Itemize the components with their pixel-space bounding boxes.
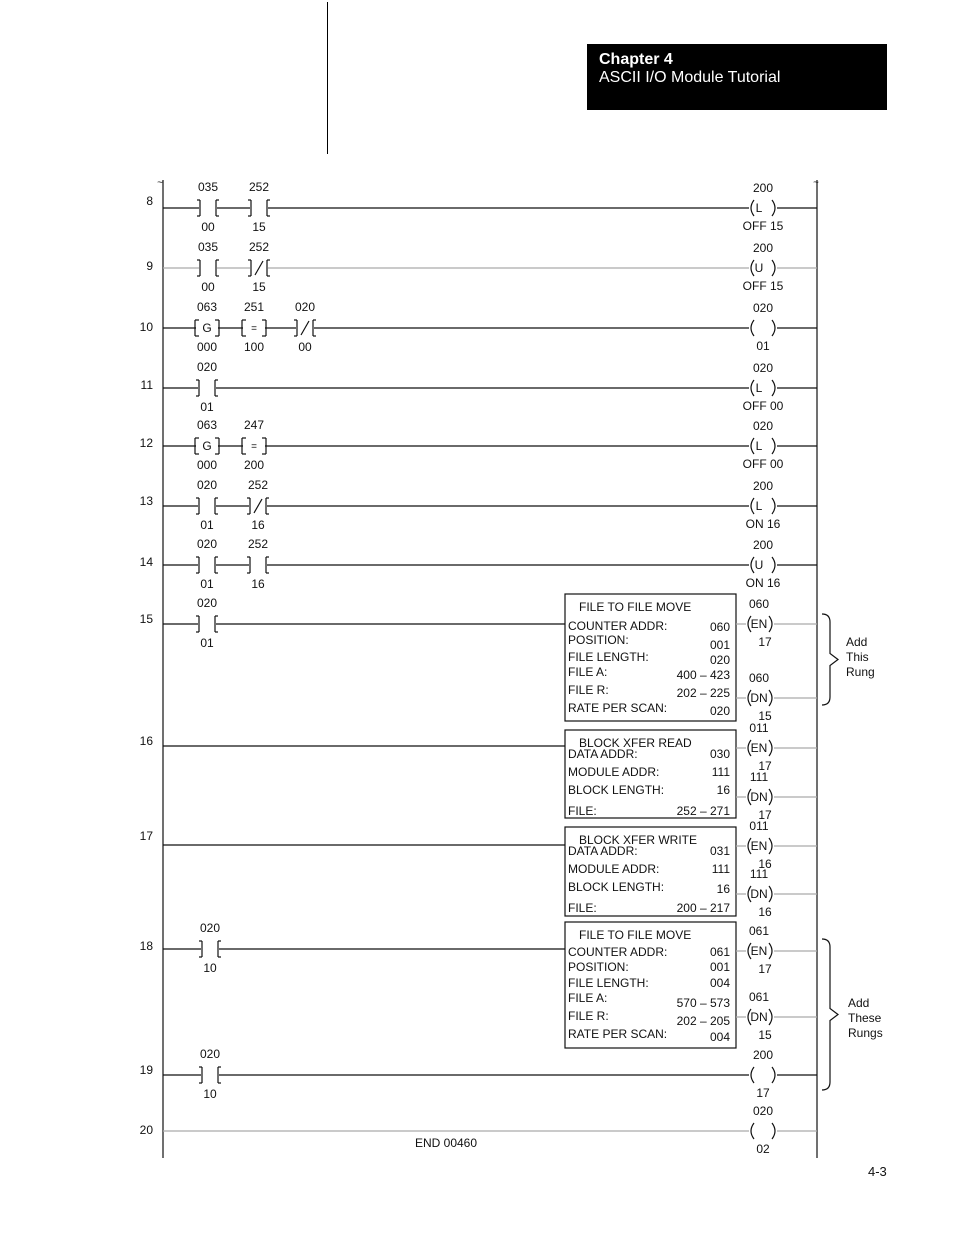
input-xic — [196, 478, 218, 532]
contact-gap — [198, 562, 216, 568]
coil-symbol: EN — [750, 839, 768, 854]
contact-gap — [201, 1072, 219, 1078]
block-field-label: DATA ADDR: — [568, 844, 638, 859]
block-field-value: 031 — [709, 844, 730, 859]
coil-symbol: DN — [750, 790, 768, 805]
coil-symbol: L — [755, 381, 763, 396]
block-field-label: POSITION: — [568, 633, 629, 648]
annotation-text: Rungs — [848, 1026, 883, 1041]
contact-gap — [198, 503, 216, 509]
instruction-block — [565, 721, 817, 822]
rung-number: 16 — [139, 734, 153, 749]
output-coil — [746, 538, 781, 590]
instruction-symbol: = — [251, 323, 257, 335]
output-coil — [749, 1104, 777, 1156]
input-address: 251 — [243, 300, 265, 315]
contact-gap — [201, 946, 219, 952]
input-xic — [197, 180, 219, 234]
input-equ — [242, 418, 266, 472]
chapter-title: ASCII I/O Module Tutorial — [599, 69, 781, 86]
annotation-brace — [822, 939, 883, 1090]
input-address: 063 — [196, 418, 218, 433]
block-field-value: 030 — [709, 747, 730, 762]
input-address: 063 — [196, 300, 218, 315]
contact-gap — [198, 385, 216, 391]
output-bit: 16 — [758, 857, 772, 872]
instruction-symbol: = — [251, 441, 257, 453]
output-bit: ON 16 — [745, 576, 781, 591]
output-coil — [743, 241, 784, 293]
output-coil — [749, 1048, 777, 1100]
instruction-block — [565, 819, 817, 919]
rung-number: 20 — [139, 1123, 153, 1138]
rung-12 — [140, 418, 817, 472]
output-bit: OFF 15 — [742, 279, 784, 294]
output-address: 011 — [749, 819, 769, 834]
coil-gap — [749, 438, 777, 454]
output-bit: 17 — [756, 1086, 770, 1101]
output-coil — [743, 361, 784, 413]
page-number: 4-3 — [868, 1164, 887, 1179]
output-coil — [746, 597, 774, 649]
rung-number: 19 — [139, 1063, 153, 1078]
rung-number: 11 — [140, 378, 153, 393]
coil-symbol: L — [755, 499, 763, 514]
output-bit: OFF 15 — [742, 219, 784, 234]
block-field-label: FILE A: — [568, 991, 608, 1006]
output-address: 111 — [749, 867, 769, 882]
block-field-value: 004 — [709, 1030, 730, 1045]
coil-symbol: U — [754, 261, 764, 276]
block-field-value: 001 — [709, 960, 730, 975]
output-coil — [746, 867, 774, 919]
output-coil — [746, 924, 774, 976]
output-coil — [746, 770, 774, 822]
input-bit: 00 — [201, 220, 215, 235]
block-field-label: BLOCK LENGTH: — [568, 880, 665, 895]
block-field-label: FILE: — [568, 901, 597, 916]
annotation-text: Add — [848, 996, 870, 1011]
rung-number: 15 — [139, 612, 153, 627]
output-address: 020 — [752, 1104, 774, 1119]
block-field-value: 16 — [716, 882, 730, 897]
output-address: 060 — [748, 597, 770, 612]
output-address: 060 — [748, 671, 770, 686]
output-bit: 15 — [758, 709, 772, 724]
output-coil — [746, 721, 774, 773]
rung-17 — [140, 829, 565, 845]
rung-11 — [141, 360, 817, 414]
rung-16 — [140, 734, 565, 748]
output-address: 061 — [748, 924, 770, 939]
instruction-block — [565, 922, 817, 1048]
output-bit: OFF 00 — [742, 399, 784, 414]
rung-number: 17 — [139, 829, 153, 844]
output-address: 020 — [752, 361, 774, 376]
block-field-label: BLOCK LENGTH: — [568, 783, 665, 798]
input-bit: 200 — [243, 458, 265, 473]
output-bit: 15 — [758, 1028, 772, 1043]
block-field-value: 202 – 225 — [676, 686, 730, 701]
output-address: 111 — [749, 770, 769, 785]
rail-tick-left: ~ — [157, 177, 163, 189]
annotation-brace — [822, 614, 875, 705]
rung-20 — [140, 1123, 817, 1150]
instruction-block — [565, 594, 817, 723]
contact-gap — [199, 265, 217, 271]
input-bit: 000 — [196, 458, 218, 473]
rung-number: 12 — [139, 436, 153, 451]
block-field-label: FILE R: — [568, 1009, 609, 1024]
input-bit: 16 — [251, 518, 265, 533]
block-field-label: FILE R: — [568, 683, 609, 698]
block-field-label: COUNTER ADDR: — [568, 619, 668, 634]
input-xic — [196, 537, 218, 591]
input-xic — [247, 537, 269, 591]
input-bit: 00 — [201, 280, 215, 295]
input-address: 020 — [196, 596, 218, 611]
rung-8 — [146, 177, 819, 235]
input-bit: 15 — [252, 280, 266, 295]
output-coil — [746, 671, 774, 723]
output-coil — [746, 479, 781, 531]
coil-gap — [749, 380, 777, 396]
rung-10 — [140, 300, 817, 354]
block-field-value: 061 — [709, 945, 730, 960]
output-bit: 17 — [758, 635, 772, 650]
output-bit: 01 — [756, 339, 770, 354]
block-field-label: FILE: — [568, 804, 597, 819]
block-field-label: MODULE ADDR: — [568, 862, 660, 877]
output-address: 200 — [752, 538, 774, 553]
annotation-text: These — [848, 1011, 882, 1026]
rung-number: 9 — [146, 259, 153, 274]
input-bit: 16 — [251, 577, 265, 592]
block-field-label: MODULE ADDR: — [568, 765, 660, 780]
coil-symbol: L — [755, 201, 763, 216]
rung-15 — [140, 596, 565, 650]
block-field-label: FILE A: — [568, 665, 608, 680]
block-field-label: FILE LENGTH: — [568, 976, 649, 991]
coil-symbol: U — [754, 558, 764, 573]
input-bit: 100 — [243, 340, 265, 355]
output-bit: 17 — [758, 759, 772, 774]
block-field-label: DATA ADDR: — [568, 747, 638, 762]
block-field-value: 111 — [711, 765, 730, 780]
coil-gap — [749, 498, 777, 514]
block-field-value: 111 — [711, 862, 730, 877]
rung-number: 14 — [139, 555, 153, 570]
input-xio — [247, 478, 269, 532]
rung-number: 8 — [146, 194, 153, 209]
input-xic — [196, 360, 218, 414]
output-bit: ON 16 — [745, 517, 781, 532]
input-bit: 10 — [203, 961, 217, 976]
block-title: BLOCK XFER READ — [579, 736, 692, 751]
block-field-value: 001 — [709, 638, 730, 653]
input-bit: 01 — [200, 577, 214, 592]
output-coil — [746, 819, 774, 871]
input-xio — [294, 300, 316, 354]
input-bit: 10 — [203, 1087, 217, 1102]
block-title: FILE TO FILE MOVE — [579, 600, 692, 615]
coil-gap — [749, 200, 777, 216]
input-address: 020 — [199, 1047, 221, 1062]
output-address: 011 — [749, 721, 769, 736]
block-field-label: RATE PER SCAN: — [568, 701, 668, 716]
output-address: 200 — [752, 181, 774, 196]
coil-gap — [749, 1123, 777, 1139]
input-address: 035 — [197, 180, 219, 195]
coil-symbol: EN — [750, 944, 768, 959]
block-title: FILE TO FILE MOVE — [579, 928, 692, 943]
input-bit: 01 — [200, 400, 214, 415]
rung-19 — [140, 1047, 817, 1101]
block-field-value: 020 — [709, 704, 730, 719]
block-field-value: 202 – 205 — [676, 1014, 730, 1029]
rung-9 — [146, 240, 817, 294]
rung-number: 10 — [139, 320, 153, 335]
input-bit: 15 — [252, 220, 266, 235]
output-bit: 02 — [756, 1142, 770, 1157]
input-address: 020 — [196, 360, 218, 375]
output-coil — [749, 301, 777, 353]
output-bit: OFF 00 — [742, 457, 784, 472]
output-bit: 16 — [758, 905, 772, 920]
annotation-text: Add — [846, 635, 868, 650]
coil-symbol: DN — [750, 1010, 768, 1025]
rung-number: 18 — [139, 939, 153, 954]
input-xic — [199, 1047, 221, 1101]
block-field-label: FILE LENGTH: — [568, 650, 649, 665]
coil-symbol: EN — [750, 617, 768, 632]
input-bit: 000 — [196, 340, 218, 355]
input-address: 252 — [247, 537, 269, 552]
rung-number: 13 — [139, 494, 153, 509]
chapter-label: Chapter 4 — [599, 51, 673, 68]
input-address: 020 — [196, 537, 218, 552]
input-address: 252 — [247, 478, 269, 493]
coil-symbol: EN — [750, 741, 768, 756]
coil-symbol: L — [755, 439, 763, 454]
coil-symbol: DN — [750, 887, 768, 902]
block-field-value: 16 — [716, 783, 730, 798]
input-xic — [196, 596, 218, 650]
annotation-text: Rung — [846, 665, 875, 680]
coil-symbol: DN — [750, 691, 768, 706]
input-get — [195, 418, 219, 472]
output-address: 020 — [752, 419, 774, 434]
output-address: 200 — [752, 1048, 774, 1063]
input-address: 252 — [248, 240, 270, 255]
block-field-label: POSITION: — [568, 960, 629, 975]
input-xic — [199, 921, 221, 975]
output-bit: 17 — [758, 808, 772, 823]
block-field-value: 570 – 573 — [676, 996, 730, 1011]
input-bit: 01 — [200, 518, 214, 533]
output-bit: 17 — [758, 962, 772, 977]
block-field-value: 200 – 217 — [676, 901, 730, 916]
input-xic — [248, 180, 270, 234]
output-address: 200 — [752, 479, 774, 494]
input-address: 020 — [199, 921, 221, 936]
contact-gap — [199, 205, 217, 211]
brace-path — [822, 939, 838, 1090]
input-bit: 00 — [298, 340, 312, 355]
contact-gap — [198, 621, 216, 627]
input-xio — [248, 240, 270, 294]
coil-gap — [749, 1067, 777, 1083]
input-equ — [242, 300, 266, 354]
block-title: BLOCK XFER WRITE — [579, 833, 698, 848]
input-xic — [197, 240, 219, 294]
input-address: 020 — [196, 478, 218, 493]
block-field-value: 252 – 271 — [676, 804, 730, 819]
output-coil — [743, 419, 784, 471]
block-field-value: 400 – 423 — [676, 668, 730, 683]
block-field-value: 004 — [709, 976, 730, 991]
output-address: 061 — [748, 990, 770, 1005]
contact-gap — [250, 205, 268, 211]
block-field-label: COUNTER ADDR: — [568, 945, 668, 960]
input-address: 035 — [197, 240, 219, 255]
input-address: 252 — [248, 180, 270, 195]
input-bit: 01 — [200, 636, 214, 651]
instruction-symbol: G — [202, 321, 212, 336]
input-address: 247 — [243, 418, 265, 433]
output-address: 020 — [752, 301, 774, 316]
contact-gap — [249, 562, 267, 568]
rail-tick-right: ~ — [813, 177, 819, 189]
instruction-symbol: G — [202, 439, 212, 454]
output-coil — [746, 990, 774, 1042]
input-get — [195, 300, 219, 354]
block-field-value: 060 — [709, 620, 730, 635]
annotation-text: This — [846, 650, 869, 665]
rung-14 — [140, 537, 817, 591]
rung-13 — [140, 478, 817, 532]
brace-path — [822, 614, 838, 705]
input-address: 020 — [294, 300, 316, 315]
end-label: END 00460 — [414, 1136, 478, 1151]
block-field-label: RATE PER SCAN: — [568, 1027, 668, 1042]
rung-18 — [140, 921, 565, 975]
coil-gap — [749, 320, 777, 336]
output-address: 200 — [752, 241, 774, 256]
output-coil — [743, 181, 784, 233]
block-field-value: 020 — [709, 653, 730, 668]
